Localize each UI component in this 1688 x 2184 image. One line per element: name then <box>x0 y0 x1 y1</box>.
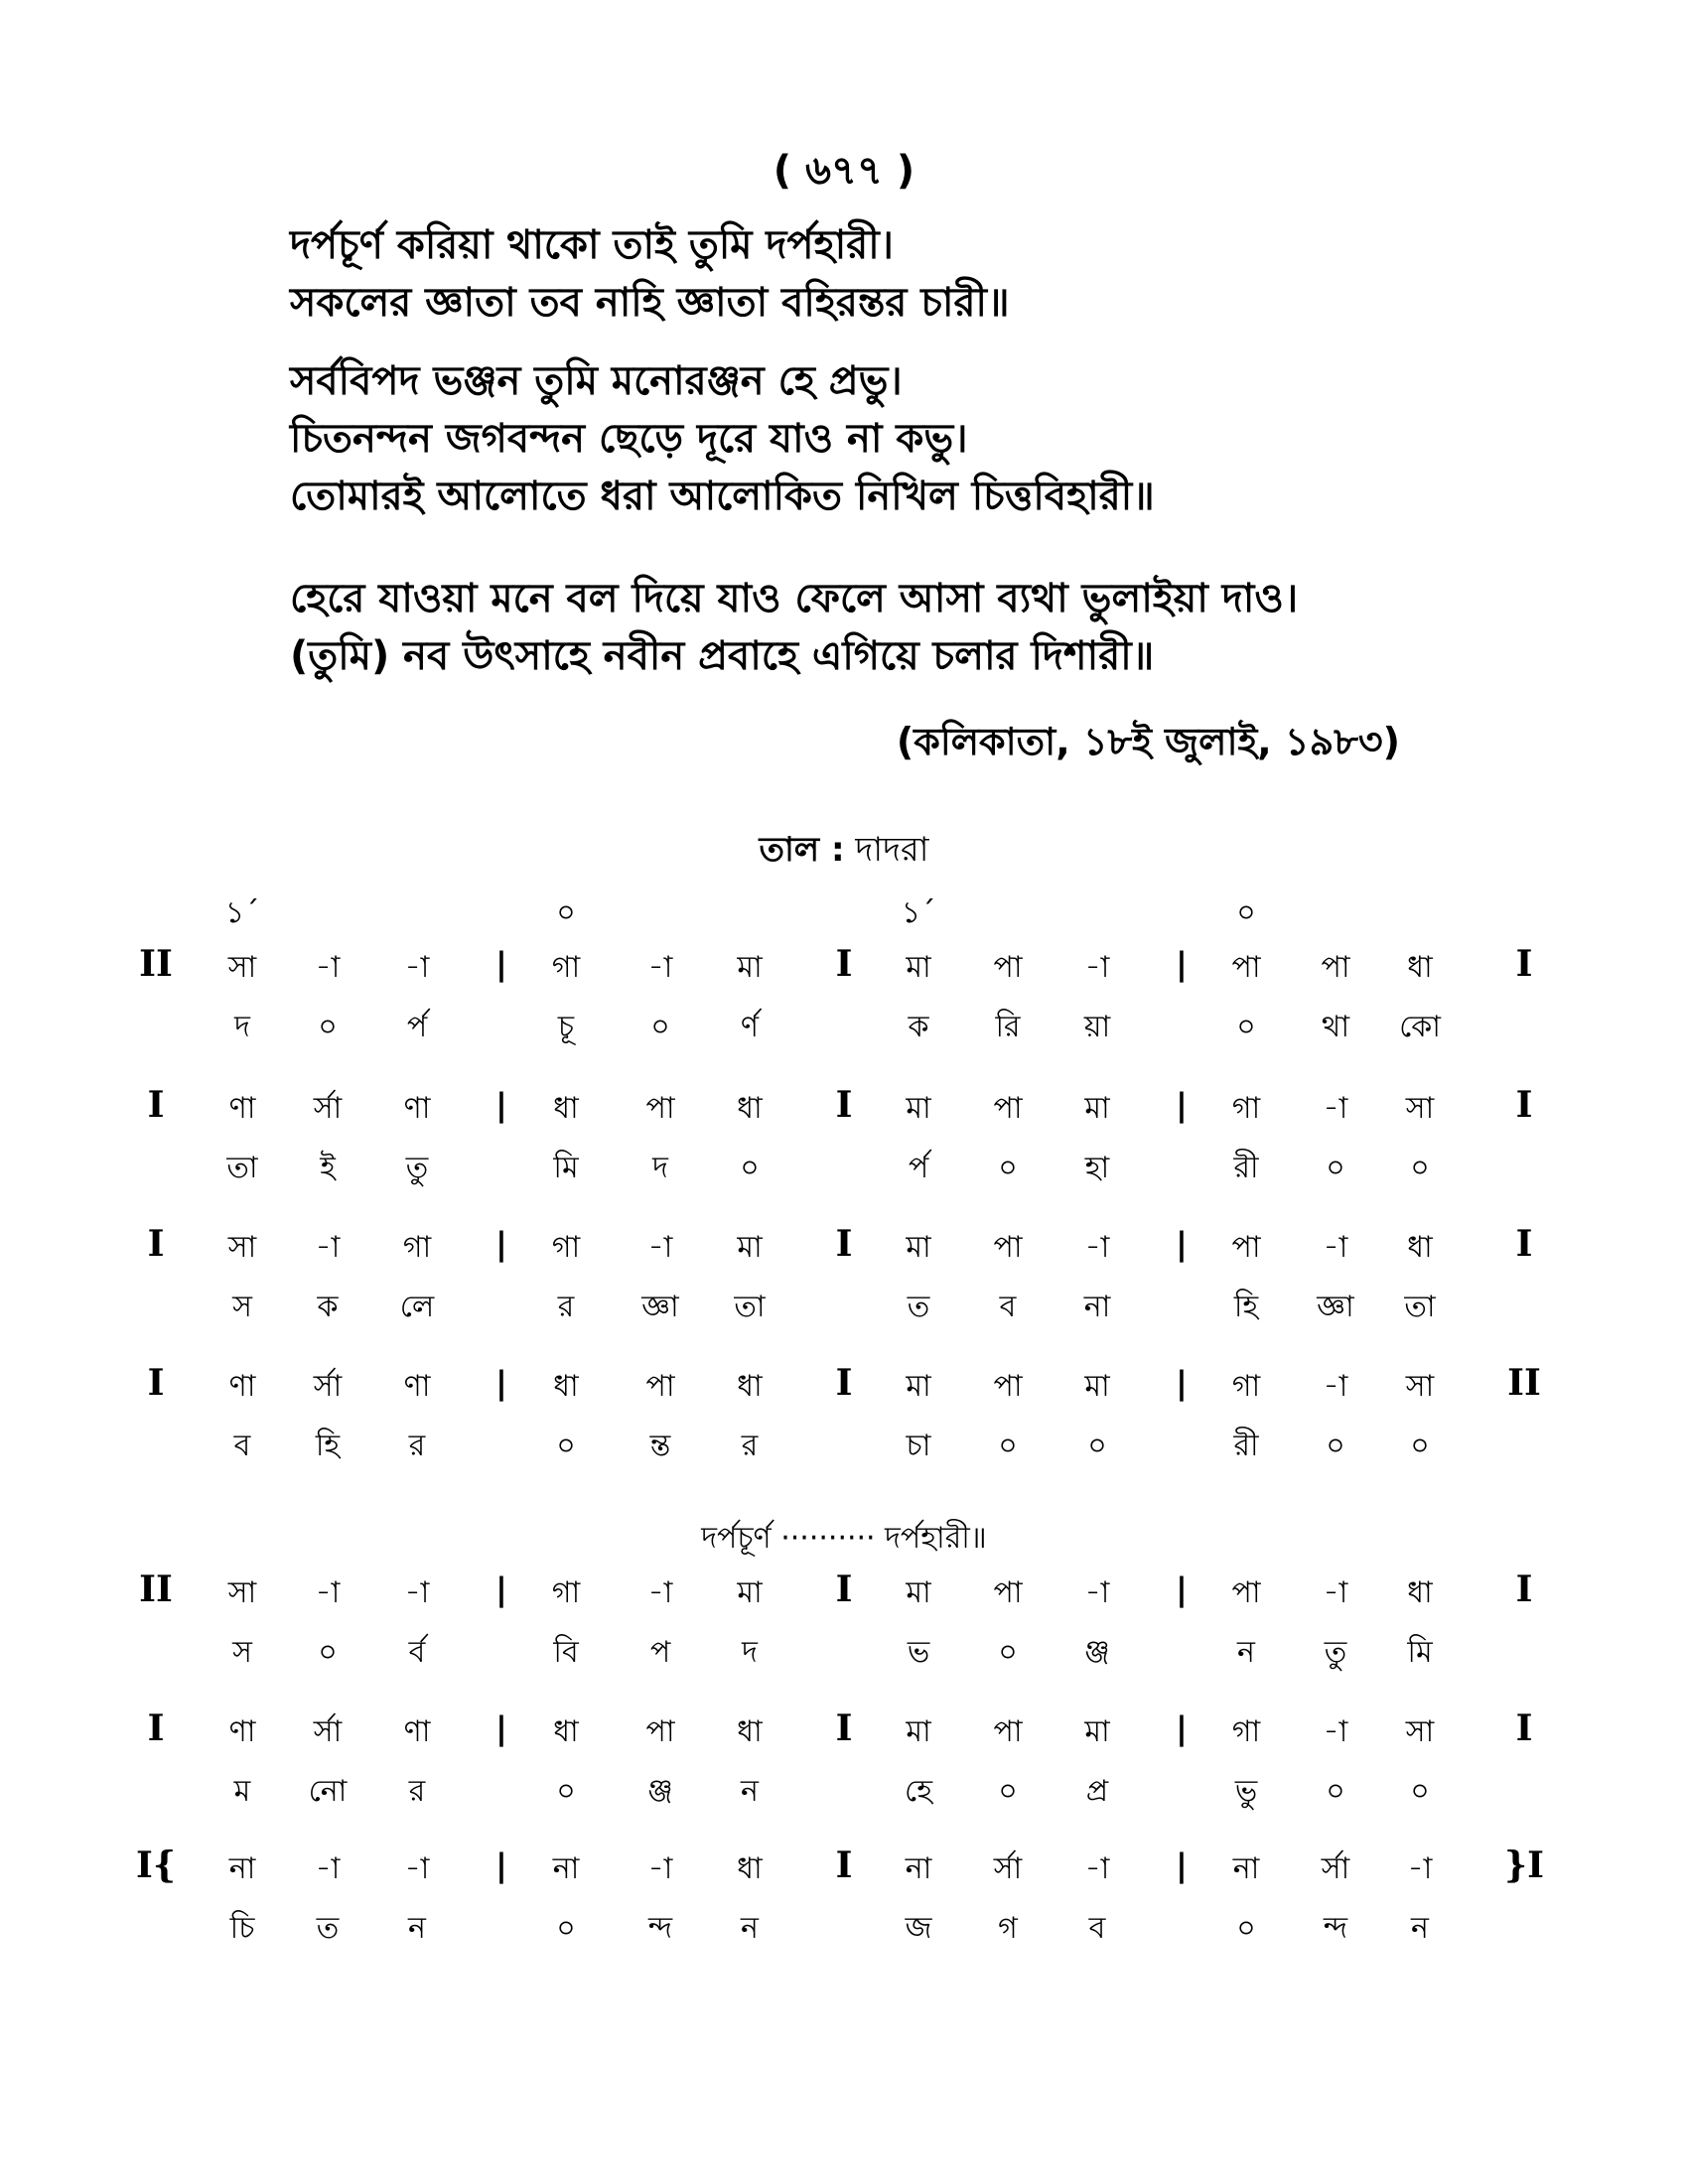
note-cell: না <box>1232 1851 1260 1886</box>
bar-line: | <box>495 1225 507 1263</box>
syllable-cell: ০ <box>998 1429 1018 1463</box>
note-cell: পা <box>645 1091 675 1126</box>
note-cell: সা <box>227 1230 257 1265</box>
syllable-cell: র্ণ <box>740 1010 760 1044</box>
bar-line: I <box>835 1707 853 1749</box>
note-cell: ধা <box>1407 1575 1433 1610</box>
syllable-cell: ন <box>1237 1635 1255 1670</box>
syllable-cell: নো <box>308 1774 348 1809</box>
note-cell: পা <box>993 1091 1023 1126</box>
note-cell: ধা <box>737 1851 763 1886</box>
note-cell: সা <box>1405 1369 1435 1404</box>
syllable-cell: থা <box>1321 1010 1350 1044</box>
note-cell: গা <box>1231 1091 1261 1126</box>
syllable-cell: ত <box>907 1290 930 1324</box>
note-cell: -া <box>1084 1230 1110 1265</box>
note-cell: মা <box>906 1714 931 1749</box>
syllable-cell: র <box>408 1774 426 1809</box>
bar-line: | <box>495 945 507 983</box>
note-cell: -া <box>647 1575 673 1610</box>
note-cell: গা <box>402 1230 432 1265</box>
syllable-cell: প <box>649 1635 671 1670</box>
beat-marker: ১´ <box>901 895 936 930</box>
note-cell: ধা <box>553 1714 579 1749</box>
note-cell: পা <box>993 1714 1023 1749</box>
bar-line: }I <box>1504 1844 1544 1886</box>
syllable-cell: কো <box>1399 1010 1441 1044</box>
note-cell: মা <box>737 1230 763 1265</box>
note-cell: ধা <box>737 1369 763 1404</box>
syllable-cell: গ <box>998 1911 1018 1946</box>
bar-line: I <box>147 1362 165 1404</box>
syllable-cell: ০ <box>740 1151 760 1185</box>
syllable-cell: জ্ঞা <box>641 1290 679 1324</box>
syllable-cell: র্ব <box>408 1635 426 1670</box>
syllable-cell: চূ <box>557 1010 575 1044</box>
note-cell: -া <box>404 1851 430 1886</box>
note-cell: -া <box>315 1575 341 1610</box>
syllable-cell: না <box>1083 1290 1111 1324</box>
syllable-cell: ভু <box>1234 1774 1258 1809</box>
syllable-cell: ত <box>316 1911 340 1946</box>
syllable-cell: ব <box>1088 1911 1106 1946</box>
syllable-cell: ০ <box>1326 1151 1345 1185</box>
syllable-cell: র্প <box>908 1151 929 1185</box>
syllable-cell: হি <box>315 1429 341 1463</box>
tala-name: দাদরা <box>855 830 929 870</box>
syllable-cell: রী <box>1233 1429 1259 1463</box>
syllable-cell: জ্ঞা <box>1317 1290 1354 1324</box>
syllable-cell: প্র <box>1085 1774 1109 1809</box>
note-cell: ণা <box>403 1091 431 1126</box>
note-cell: পা <box>1321 950 1350 985</box>
note-cell: ধা <box>1407 1230 1433 1265</box>
syllable-cell: ন <box>741 1911 759 1946</box>
syllable-cell: ০ <box>318 1010 338 1044</box>
note-cell: -া <box>647 950 673 985</box>
note-cell: -া <box>315 1230 341 1265</box>
bar-line: I <box>835 943 853 985</box>
note-cell: গা <box>551 1230 581 1265</box>
note-cell: ধা <box>1407 950 1433 985</box>
note-cell: -া <box>1407 1851 1433 1886</box>
bar-line: | <box>495 1709 507 1747</box>
note-cell: গা <box>551 1575 581 1610</box>
note-cell: ধা <box>737 1091 763 1126</box>
bar-line: I <box>835 1084 853 1126</box>
note-cell: -া <box>315 950 341 985</box>
note-cell: পা <box>1231 1230 1261 1265</box>
note-cell: মা <box>737 950 763 985</box>
bar-line: | <box>495 1846 507 1884</box>
bar-line: | <box>495 1570 507 1608</box>
note-cell: -া <box>1323 1091 1348 1126</box>
bar-line: | <box>495 1364 507 1402</box>
note-cell: -া <box>647 1851 673 1886</box>
bar-line: | <box>1176 1846 1188 1884</box>
note-cell: -া <box>1084 1575 1110 1610</box>
syllable-cell: র <box>557 1290 575 1324</box>
syllable-cell: ভ <box>907 1635 930 1670</box>
syllable-cell: রি <box>995 1010 1021 1044</box>
syllable-cell: ব <box>233 1429 251 1463</box>
note-cell: -া <box>404 950 430 985</box>
bar-line: | <box>1176 1709 1188 1747</box>
note-cell: মা <box>906 1575 931 1610</box>
note-cell: -া <box>647 1230 673 1265</box>
note-cell: সা <box>227 1575 257 1610</box>
note-cell: সা <box>227 950 257 985</box>
syllable-cell: স <box>232 1635 252 1670</box>
note-cell: র্সা <box>313 1714 343 1749</box>
note-cell: মা <box>906 1091 931 1126</box>
note-cell: সা <box>1405 1714 1435 1749</box>
syllable-cell: ক <box>908 1010 929 1044</box>
syllable-cell: ০ <box>998 1635 1018 1670</box>
refrain-line: দর্পচূর্ণ ·········· দর্পহারী॥ <box>701 1521 987 1556</box>
syllable-cell: ০ <box>998 1151 1018 1185</box>
note-cell: -া <box>315 1851 341 1886</box>
note-cell: ণা <box>403 1369 431 1404</box>
bar-line: | <box>1176 1225 1188 1263</box>
syllable-cell: স <box>232 1290 252 1324</box>
syllable-cell: ০ <box>1236 1911 1256 1946</box>
syllable-cell: ন্ত <box>649 1429 671 1463</box>
syllable-cell: ০ <box>556 1911 576 1946</box>
note-cell: -া <box>1084 950 1110 985</box>
bar-line: II <box>1507 1362 1541 1404</box>
syllable-cell: তা <box>734 1290 766 1324</box>
syllable-cell: ন্দ <box>1323 1911 1348 1946</box>
note-cell: র্সা <box>313 1091 343 1126</box>
note-cell: -া <box>1323 1714 1348 1749</box>
syllable-cell: ০ <box>1326 1429 1345 1463</box>
page-number: ( ৬৭৭ ) <box>773 148 915 194</box>
syllable-cell: র <box>741 1429 759 1463</box>
syllable-cell: মি <box>553 1151 579 1185</box>
note-cell: র্সা <box>313 1369 343 1404</box>
note-cell: -া <box>1323 1230 1348 1265</box>
bar-line: | <box>1176 1570 1188 1608</box>
note-cell: পা <box>1231 1575 1261 1610</box>
note-cell: গা <box>1231 1714 1261 1749</box>
syllable-cell: মি <box>1407 1635 1433 1670</box>
note-cell: না <box>552 1851 580 1886</box>
syllable-cell: ন <box>741 1774 759 1809</box>
syllable-cell: ন্দ <box>647 1911 673 1946</box>
note-cell: গা <box>551 950 581 985</box>
syllable-cell: ব <box>999 1290 1017 1324</box>
note-cell: মা <box>906 1230 931 1265</box>
syllable-cell: দ <box>652 1151 668 1185</box>
lyric-line: চিতনন্দন জগবন্দন ছেড়ে দূরে যাও না কভু। <box>290 416 968 462</box>
tala-heading <box>0 824 1688 881</box>
syllable-cell: তা <box>1404 1290 1436 1324</box>
syllable-cell: হে <box>905 1774 932 1809</box>
note-cell: -া <box>1323 1369 1348 1404</box>
beat-marker: ১´ <box>224 895 260 930</box>
bar-line: I <box>147 1707 165 1749</box>
syllable-cell: হি <box>1233 1290 1259 1324</box>
bar-line: I <box>835 1223 853 1265</box>
syllable-cell: ০ <box>1410 1774 1430 1809</box>
lyric-line: সর্ববিপদ ভঞ্জন তুমি মনোরঞ্জন হে প্রভু। <box>290 358 903 404</box>
note-cell: পা <box>993 1230 1023 1265</box>
note-cell: ণা <box>228 1369 256 1404</box>
bar-line: I{ <box>136 1844 176 1886</box>
bar-line: | <box>1176 1364 1188 1402</box>
place-date: (কলিকাতা, ১৮ই জুলাই, ১৯৮৩) <box>896 720 1400 763</box>
tala-label: তাল : <box>759 830 845 870</box>
syllable-cell: লে <box>399 1290 435 1324</box>
note-cell: র্সা <box>993 1851 1023 1886</box>
lyrics-stanza <box>290 216 1531 332</box>
bar-line: II <box>139 943 173 985</box>
note-cell: র্সা <box>1321 1851 1350 1886</box>
note-cell: ধা <box>553 1091 579 1126</box>
lyric-line: তোমারই আলোতে ধরা আলোকিত নিখিল চিত্তবিহারী॥ <box>290 474 1155 519</box>
syllable-cell: ঞ্জ <box>647 1774 673 1809</box>
note-cell: পা <box>993 1575 1023 1610</box>
lyrics-stanza <box>290 352 1531 525</box>
syllable-cell: ০ <box>556 1774 576 1809</box>
syllable-cell: ০ <box>1326 1774 1345 1809</box>
note-cell: -া <box>404 1575 430 1610</box>
syllable-cell: ই <box>320 1151 336 1185</box>
syllable-cell: তা <box>226 1151 258 1185</box>
syllable-cell: ০ <box>1410 1151 1430 1185</box>
note-cell: পা <box>645 1714 675 1749</box>
bar-line: I <box>1515 1569 1533 1610</box>
note-cell: -া <box>1323 1575 1348 1610</box>
syllable-cell: তু <box>1324 1635 1347 1670</box>
syllable-cell: র <box>408 1429 426 1463</box>
beat-marker: ০ <box>556 895 576 930</box>
bar-line: | <box>495 1086 507 1124</box>
syllable-cell: ০ <box>1087 1429 1107 1463</box>
note-cell: মা <box>1084 1091 1110 1126</box>
note-cell: মা <box>906 1369 931 1404</box>
note-cell: ণা <box>403 1714 431 1749</box>
bar-line: I <box>1515 943 1533 985</box>
note-cell: গা <box>1231 1369 1261 1404</box>
note-cell: ধা <box>553 1369 579 1404</box>
bar-line: I <box>147 1084 165 1126</box>
syllable-cell: য়া <box>1083 1010 1111 1044</box>
lyrics-stanza <box>290 570 1531 685</box>
syllable-cell: ০ <box>650 1010 670 1044</box>
note-cell: মা <box>1084 1714 1110 1749</box>
note-cell: পা <box>645 1369 675 1404</box>
syllable-cell: ন <box>408 1911 426 1946</box>
syllable-cell: ০ <box>556 1429 576 1463</box>
note-cell: মা <box>906 950 931 985</box>
note-cell: ণা <box>228 1714 256 1749</box>
syllable-cell: ০ <box>318 1635 338 1670</box>
syllable-cell: ০ <box>1236 1010 1256 1044</box>
syllable-cell: বি <box>553 1635 579 1670</box>
lyric-line: (তুমি) নব উৎসাহে নবীন প্রবাহে এগিয়ে চলার দিশারী॥ <box>290 633 1155 679</box>
lyric-line: সকলের জ্ঞাতা তব নাহি জ্ঞাতা বহিরন্তর চারী॥ <box>290 280 1010 326</box>
lyric-line: হেরে যাওয়া মনে বল দিয়ে যাও ফেলে আসা ব্যথা ভুলাইয়া দাও। <box>290 576 1299 621</box>
note-cell: পা <box>993 1369 1023 1404</box>
bar-line: | <box>1176 1086 1188 1124</box>
bar-line: | <box>1176 945 1188 983</box>
note-cell: না <box>905 1851 932 1886</box>
beat-marker: ০ <box>1236 895 1256 930</box>
syllable-cell: ক <box>317 1290 339 1324</box>
syllable-cell: ঞ্জ <box>1084 1635 1110 1670</box>
note-cell: না <box>228 1851 256 1886</box>
syllable-cell: হা <box>1084 1151 1110 1185</box>
bar-line: I <box>1515 1223 1533 1265</box>
bar-line: I <box>147 1223 165 1265</box>
syllable-cell: রী <box>1233 1151 1259 1185</box>
syllable-cell: জ <box>905 1911 932 1946</box>
syllable-cell: ০ <box>998 1774 1018 1809</box>
syllable-cell: চি <box>229 1911 255 1946</box>
note-cell: মা <box>1084 1369 1110 1404</box>
syllable-cell: র্প <box>406 1010 428 1044</box>
note-cell: মা <box>737 1575 763 1610</box>
syllable-cell: ০ <box>1410 1429 1430 1463</box>
syllable-cell: দ <box>234 1010 250 1044</box>
syllable-cell: চা <box>906 1429 931 1463</box>
note-cell: ধা <box>737 1714 763 1749</box>
note-cell: ণা <box>228 1091 256 1126</box>
note-cell: পা <box>993 950 1023 985</box>
syllable-cell: ম <box>233 1774 251 1809</box>
bar-line: I <box>835 1362 853 1404</box>
syllable-cell: দ <box>742 1635 758 1670</box>
lyric-line: দর্পচূর্ণ করিয়া থাকো তাই তুমি দর্পহারী। <box>290 222 894 268</box>
note-cell: পা <box>1231 950 1261 985</box>
note-cell: -া <box>1084 1851 1110 1886</box>
syllable-cell: তু <box>405 1151 429 1185</box>
bar-line: I <box>835 1569 853 1610</box>
bar-line: I <box>1515 1707 1533 1749</box>
bar-line: I <box>1515 1084 1533 1126</box>
bar-line: I <box>835 1844 853 1886</box>
syllable-cell: ন <box>1411 1911 1429 1946</box>
bar-line: II <box>139 1569 173 1610</box>
note-cell: সা <box>1405 1091 1435 1126</box>
